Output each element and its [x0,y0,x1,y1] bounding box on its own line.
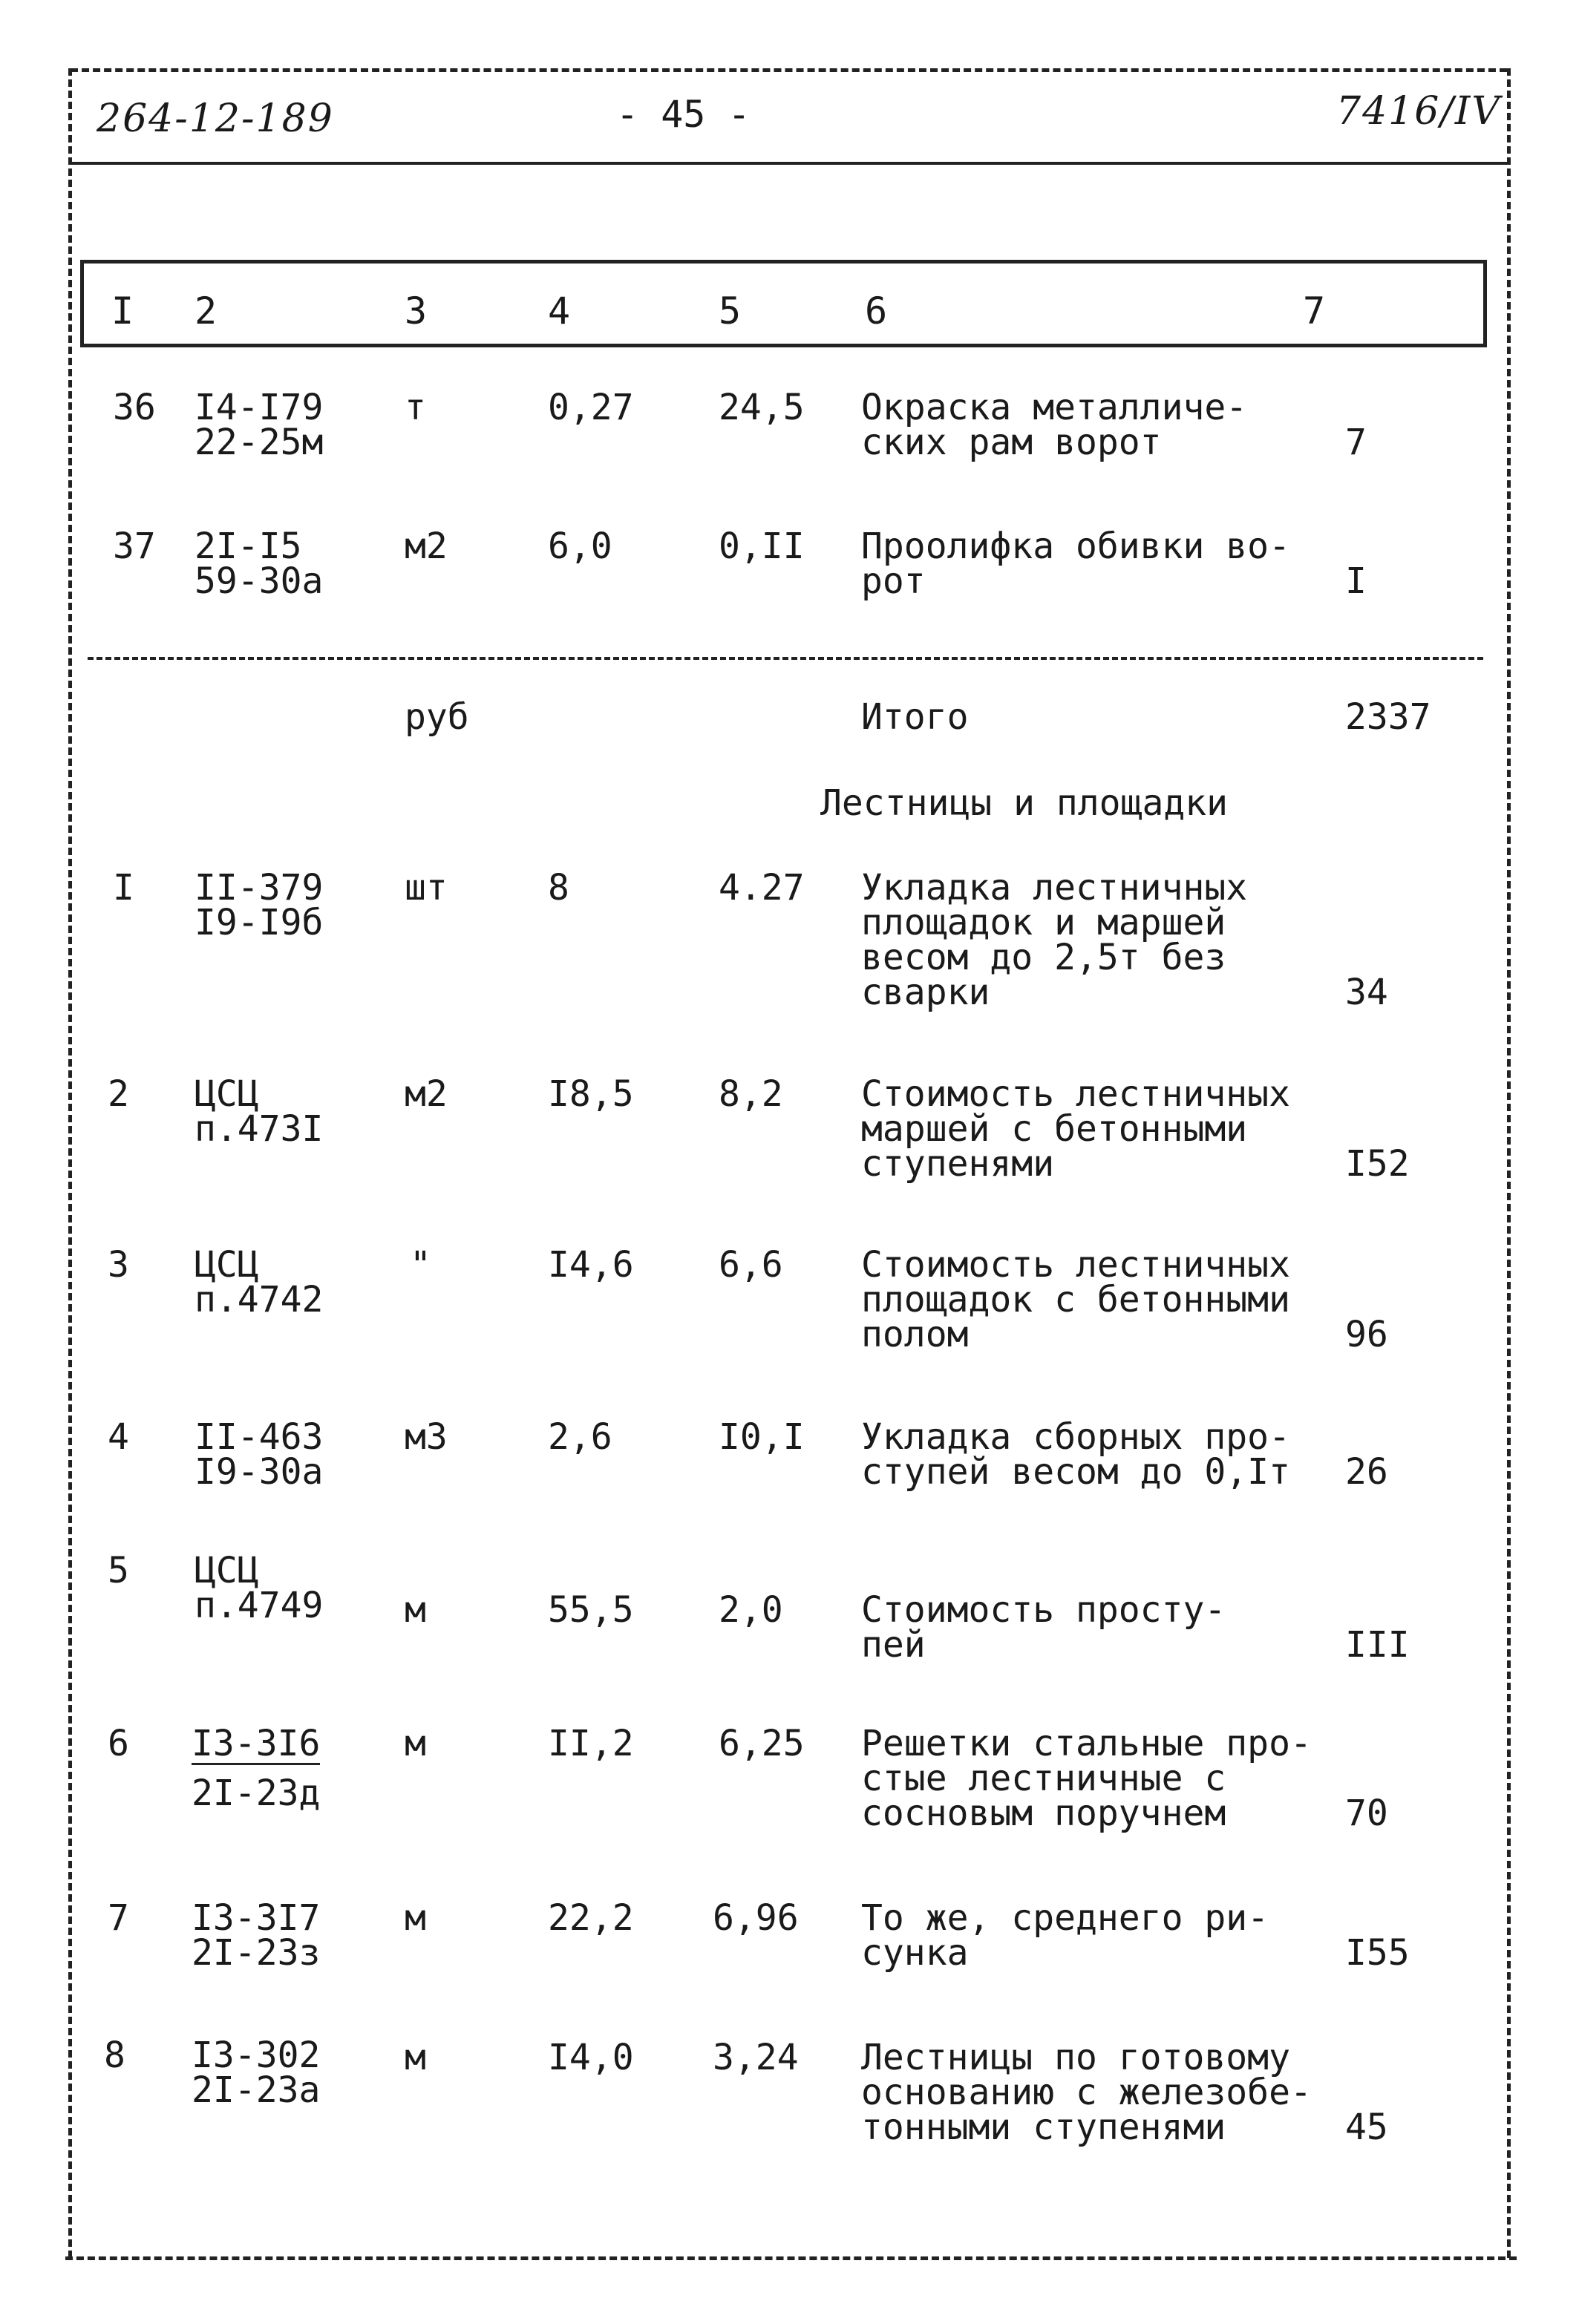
unit: м [405,1723,426,1764]
quantity: I4,0 [548,2037,634,2078]
unit: шт [405,867,448,909]
description-line: сунка [861,1932,969,1974]
quantity: I8,5 [548,1073,634,1115]
norm-code-2: 2I-23а [192,2069,321,2111]
norm-code: ЦСЦ [194,1550,259,1591]
quantity: I4,6 [548,1244,634,1286]
unit: м [405,1589,426,1631]
description-line: маршей с бетонными [861,1108,1248,1150]
unit-price: I0,I [719,1416,805,1458]
row-number: 7 [108,1897,129,1939]
unit-price: 0,II [719,526,805,567]
sheet-code: 7416/IV [1336,89,1501,134]
row-number: 5 [108,1550,129,1591]
description-line: пей [861,1624,926,1666]
description-line: площадок и маршей [861,902,1226,943]
description-line: То же, среднего ри- [861,1897,1269,1939]
description-line: Стоимость просту- [861,1589,1226,1631]
subtotal-unit: руб [405,696,469,738]
unit-price: 6,96 [713,1897,799,1939]
total-cost: 96 [1345,1314,1388,1355]
norm-code-2: I9-30а [194,1451,324,1493]
frame-top [71,68,1507,72]
col-header-5: 5 [719,289,742,333]
norm-code: II-463 [194,1416,324,1458]
unit: " [410,1244,431,1286]
norm-code-2: п.473I [194,1108,324,1150]
unit: м [405,2037,426,2078]
doc-code: 264-12-189 [97,96,334,141]
description-line: сварки [861,972,990,1013]
unit: м2 [405,1073,448,1115]
frame-left [68,68,72,2258]
unit-price: 24,5 [719,387,805,428]
row-number: 3 [108,1244,129,1286]
description-line: Укладка сборных про- [861,1416,1290,1458]
description-line: сосновым поручнем [861,1793,1226,1834]
col-header-7: 7 [1303,289,1326,333]
row-number: 2 [108,1073,129,1115]
norm-code: ЦСЦ [194,1073,259,1115]
description-line: Укладка лестничных [861,867,1248,909]
row-number: 36 [113,387,156,428]
row-number: 8 [104,2035,125,2076]
description-line: полом [861,1314,969,1355]
unit: м [405,1897,426,1939]
norm-code-2: 2I-23д [192,1773,321,1814]
unit: м2 [405,526,448,567]
total-cost: 26 [1345,1451,1388,1493]
description-line: Лестницы по готовому [861,2037,1290,2078]
total-cost: I52 [1345,1143,1410,1185]
total-cost: I55 [1345,1932,1410,1974]
quantity: II,2 [548,1723,634,1764]
description-line: Решетки стальные про- [861,1723,1312,1764]
norm-code: I3-3I6 [192,1723,321,1764]
norm-code: I3-302 [192,2035,321,2076]
description-line: ступенями [861,1143,1055,1185]
description-line: рот [861,560,926,602]
unit-price: 6,25 [719,1723,805,1764]
row-number: 37 [113,526,156,567]
frame-right [1507,68,1511,2258]
col-header-2: 2 [194,289,218,333]
unit-price: 4.27 [719,867,805,909]
quantity: 55,5 [548,1589,634,1631]
total-cost: 70 [1345,1793,1388,1834]
total-cost: 7 [1345,422,1367,463]
unit-price: 8,2 [719,1073,783,1115]
row-number: I [113,867,134,909]
col-header-4: 4 [548,289,571,333]
frame-bottom [65,2256,1517,2260]
unit: м3 [405,1416,448,1458]
norm-code-2: 22-25м [194,422,324,463]
norm-code-2: п.4742 [194,1279,324,1320]
description-line: тонными ступенями [861,2107,1226,2148]
norm-code: ЦСЦ [194,1244,259,1286]
col-header-3: 3 [405,289,428,333]
column-header-box [80,260,1487,347]
norm-code: II-379 [194,867,324,909]
norm-code-2: 2I-23з [192,1932,321,1974]
col-header-6: 6 [865,289,888,333]
description-line: Проолифка обивки во- [861,526,1290,567]
quantity: 0,27 [548,387,634,428]
row-number: 4 [108,1416,129,1458]
subtotal-total: 2337 [1345,696,1431,738]
description-line: ских рам ворот [861,422,1162,463]
total-cost: 45 [1345,2107,1388,2148]
unit: т [405,387,426,428]
norm-code: I4-I79 [194,387,324,428]
header-divider [71,162,1507,165]
norm-code-2: 59-30а [194,560,324,602]
quantity: 2,6 [548,1416,612,1458]
unit-price: 6,6 [719,1244,783,1286]
norm-code-2: I9-I9б [194,902,324,943]
quantity: 8 [548,867,569,909]
col-header-1: I [111,289,134,333]
description-line: весом до 2,5т без [861,937,1226,978]
description-line: ступей весом до 0,Iт [861,1451,1290,1493]
norm-code: I3-3I7 [192,1897,321,1939]
total-cost: 34 [1345,972,1388,1013]
description-line: стые лестничные с [861,1758,1226,1799]
norm-code: 2I-I5 [194,526,302,567]
subtotal-separator [88,657,1483,660]
total-cost: I [1345,560,1367,602]
subtotal-label: Итого [861,696,969,738]
norm-code-2: п.4749 [194,1585,324,1626]
description-line: Окраска металличе- [861,387,1248,428]
page-number: - 45 - [616,93,751,136]
description-line: основанию с железобе- [861,2072,1312,2113]
unit-price: 3,24 [713,2037,799,2078]
description-line: Стоимость лестничных [861,1244,1290,1286]
description-line: площадок с бетонными [861,1279,1290,1320]
row-number: 6 [108,1723,129,1764]
section-title: Лестницы и площадки [820,782,1229,824]
quantity: 22,2 [548,1897,634,1939]
description-line: Стоимость лестничных [861,1073,1290,1115]
total-cost: III [1345,1624,1410,1666]
unit-price: 2,0 [719,1589,783,1631]
quantity: 6,0 [548,526,612,567]
